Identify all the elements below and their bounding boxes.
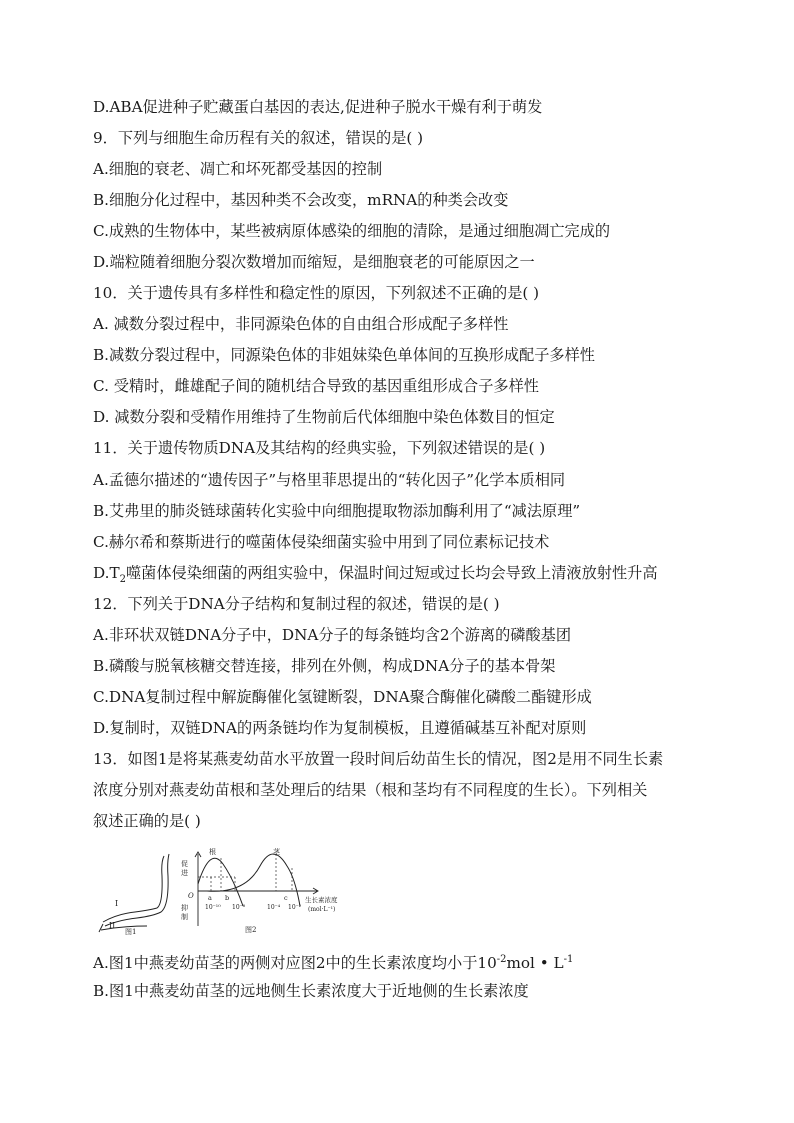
seedling-lower-edge — [105, 854, 169, 926]
q9-stem: 9．下列与细胞生命历程有关的叙述，错误的是( ) — [93, 129, 424, 147]
q11-d-rest: 噬菌体侵染细菌的两组实验中，保温时间过短或过长均会导致上清液放射性升高 — [125, 564, 658, 582]
fig2-tick-1: 10⁻¹⁰ — [205, 904, 221, 911]
q11-option-a: A.孟德尔描述的“遗传因子”与格里菲思提出的“转化因子”化学本质相同 — [93, 471, 566, 489]
fig2-point-c: c — [284, 894, 288, 902]
q9-option-d: D.端粒随着细胞分裂次数增加而缩短，是细胞衰老的可能原因之一 — [93, 253, 535, 271]
q13-stem-line1: 13．如图1是将某燕麦幼苗水平放置一段时间后幼苗生长的情况，图2是用不同生长素 — [93, 750, 664, 768]
q12-option-d: D.复制时，双链DNA的两条链均作为复制模板，且遵循碱基互补配对原则 — [93, 719, 587, 737]
seedling-upper-edge — [103, 856, 164, 922]
fig2-root-curve — [198, 858, 243, 906]
q9-option-c: C.成熟的生物体中，某些被病原体感染的细胞的清除，是通过细胞凋亡完成的 — [93, 222, 611, 240]
fig2-point-b: b — [225, 894, 230, 902]
fig2-tick-3: 10⁻⁴ — [267, 904, 281, 911]
fig2-stem-label: 茎 — [273, 848, 280, 856]
fig2-y-inhibit-1: 抑 — [181, 904, 188, 912]
q12-stem: 12．下列关于DNA分子结构和复制过程的叙述，错误的是( ) — [93, 595, 500, 613]
q9-option-a: A.细胞的衰老、凋亡和坏死都受基因的控制 — [93, 160, 383, 178]
fig1-label-I: I — [115, 899, 119, 908]
fig2-root-label: 根 — [209, 848, 216, 856]
seedling-root-line — [101, 926, 147, 930]
fig1-label-II: II — [109, 921, 116, 930]
q13-a-exp1: -2 — [496, 954, 507, 965]
q13-a-exp2: -1 — [563, 954, 574, 965]
q13-a-unit: mol • L — [506, 954, 564, 973]
q10-option-b: B.减数分裂过程中，同源染色体的非姐妹染色单体间的互换形成配子多样性 — [93, 346, 595, 364]
fig2-guides — [198, 854, 292, 891]
q13-a-prefix: A.图1中燕麦幼苗茎的两侧对应图2中的生长素浓度均小于10 — [93, 954, 497, 973]
q13-option-b: B.图1中燕麦幼苗茎的远地侧生长素浓度大于近地侧的生长素浓度 — [93, 982, 529, 1000]
fig2-tick-4: 10⁻² — [288, 904, 302, 911]
fig2-caption: 图2 — [245, 926, 257, 934]
seedling-root-tip — [99, 924, 103, 932]
q13-stem-line3: 叙述正确的是( ) — [93, 812, 201, 830]
q11-option-d — [93, 563, 658, 590]
q12-option-c: C.DNA复制过程中解旋酶催化氢键断裂，DNA聚合酶催化磷酸二酯键形成 — [93, 688, 592, 706]
q8-option-d: D.ABA促进种子贮藏蛋白基因的表达,促进种子脱水干燥有利于萌发 — [93, 98, 543, 116]
q11-option-c: C.赫尔希和蔡斯进行的噬菌体侵染细菌实验中用到了同位素标记技术 — [93, 533, 550, 551]
q10-option-d: D. 减数分裂和受精作用维持了生物前后代体细胞中染色体数目的恒定 — [93, 408, 555, 426]
q9-option-b: B.细胞分化过程中，基因种类不会改变，mRNA的种类会改变 — [93, 191, 509, 209]
q11-d-subscript: 2 — [119, 574, 126, 586]
q13-stem-line2: 浓度分别对燕麦幼苗根和茎处理后的结果（根和茎均有不同程度的生长）。下列相关 — [93, 781, 648, 799]
fig2-x-unit: (mol·L⁻¹) — [308, 906, 336, 913]
q11-option-b: B.艾弗里的肺炎链球菌转化实验中向细胞提取物添加酶利用了“减法原理” — [93, 502, 581, 520]
fig2-tick-2: 10⁻⁸ — [232, 904, 246, 911]
fig2-axes — [195, 852, 318, 926]
fig2-point-a: a — [208, 894, 212, 902]
fig2-y-promote-1: 促 — [181, 860, 188, 868]
q10-option-a: A. 减数分裂过程中，非同源染色体的自由组合形成配子多样性 — [93, 315, 509, 333]
fig2-y-promote-2: 进 — [181, 869, 188, 877]
q13-option-a — [93, 950, 573, 973]
q13-figure — [95, 846, 365, 936]
fig2-x-title: 生长素浓度 — [305, 896, 338, 904]
q10-stem: 10．关于遗传具有多样性和稳定性的原因，下列叙述不正确的是( ) — [93, 284, 540, 302]
q11-d-prefix: D.T — [93, 564, 120, 582]
fig2-y-inhibit-2: 制 — [181, 913, 188, 921]
q10-option-c: C. 受精时，雌雄配子间的随机结合导致的基因重组形成合子多样性 — [93, 377, 539, 395]
fig2-origin: O — [188, 892, 194, 900]
q12-option-b: B.磷酸与脱氧核糖交替连接，排列在外侧，构成DNA分子的基本骨架 — [93, 657, 556, 675]
q12-option-a: A.非环状双链DNA分子中，DNA分子的每条链均含2个游离的磷酸基团 — [93, 626, 572, 644]
q13-figure-svg — [95, 846, 365, 936]
q11-stem: 11．关于遗传物质DNA及其结构的经典实验，下列叙述错误的是( ) — [93, 439, 546, 457]
fig1-caption: 图1 — [125, 928, 137, 936]
